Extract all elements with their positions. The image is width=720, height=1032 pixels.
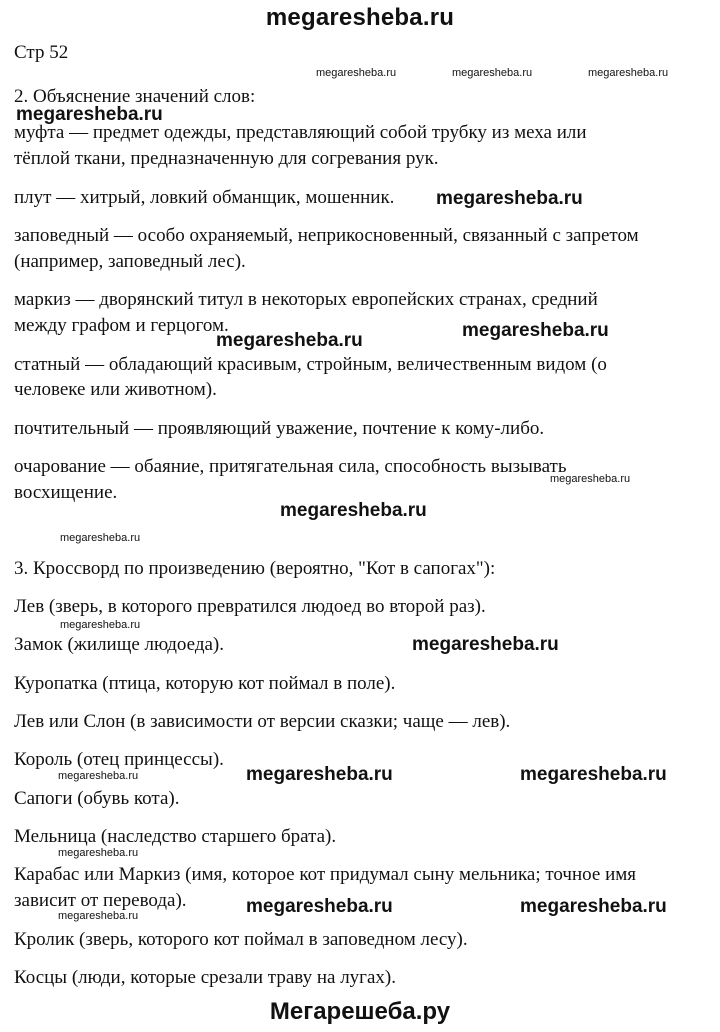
- text-line: Сапоги (обувь кота).: [14, 788, 180, 809]
- page-label: Стр 52: [14, 42, 69, 63]
- text-line: человеке или животном).: [14, 379, 217, 400]
- watermark: megaresheba.ru: [280, 500, 427, 521]
- text-line: муфта — предмет одежды, представляющий собой трубку из меха или: [14, 122, 587, 143]
- watermark-small: megaresheba.ru: [316, 67, 397, 79]
- watermark: megaresheba.ru: [412, 634, 559, 655]
- site-header[interactable]: megaresheba.ru: [265, 4, 455, 31]
- section-3-heading: 3. Кроссворд по произведению (вероятно, "Кот в сапогах"):: [14, 558, 496, 579]
- text-line: почтительный — проявляющий уважение, почтение к кому-либо.: [14, 418, 545, 439]
- text-line: статный — обладающий красивым, стройным, величественным видом (о: [14, 354, 607, 375]
- text-line: Кролик (зверь, которого кот поймал в заповедном лесу).: [14, 929, 468, 950]
- text-line: очарование — обаяние, притягательная сила, способность вызывать: [14, 456, 567, 477]
- watermark: megaresheba.ru: [462, 320, 609, 341]
- watermark-small: megaresheba.ru: [452, 67, 533, 79]
- site-footer[interactable]: Мегарешеба.ру: [269, 998, 451, 1025]
- text-line: маркиз — дворянский титул в некоторых европейских странах, средний: [14, 289, 598, 310]
- watermark: megaresheba.ru: [520, 764, 667, 785]
- text-line: тёплой ткани, предназначенную для согревания рук.: [14, 148, 439, 169]
- text-line: плут — хитрый, ловкий обманщик, мошенник.: [14, 187, 395, 208]
- text-line: Король (отец принцессы).: [14, 749, 224, 770]
- watermark-small: megaresheba.ru: [58, 770, 139, 782]
- text-line: (например, заповедный лес).: [14, 251, 246, 272]
- watermark-small: megaresheba.ru: [60, 532, 141, 544]
- watermark: megaresheba.ru: [216, 330, 363, 351]
- watermark: megaresheba.ru: [520, 896, 667, 917]
- text-line: заповедный — особо охраняемый, неприкосновенный, связанный с запретом: [14, 225, 639, 246]
- watermark: megaresheba.ru: [246, 896, 393, 917]
- text-line: Косцы (люди, которые срезали траву на лугах).: [14, 967, 396, 988]
- text-line: Лев (зверь, в которого превратился людоед во второй раз).: [14, 596, 486, 617]
- text-line: Замок (жилище людоеда).: [14, 634, 225, 655]
- text-line: Мельница (наследство старшего брата).: [14, 826, 337, 847]
- section-2-heading: 2. Объяснение значений слов:: [14, 86, 256, 107]
- text-line: зависит от перевода).: [14, 890, 187, 911]
- watermark-small: megaresheba.ru: [550, 473, 631, 485]
- watermark-small: megaresheba.ru: [588, 67, 669, 79]
- text-line: Карабас или Маркиз (имя, которое кот придумал сыну мельника; точное имя: [14, 864, 636, 885]
- watermark: megaresheba.ru: [436, 188, 583, 209]
- watermark-small: megaresheba.ru: [60, 619, 141, 631]
- text-line: между графом и герцогом.: [14, 315, 229, 336]
- watermark: megaresheba.ru: [246, 764, 393, 785]
- text-line: Куропатка (птица, которую кот поймал в поле).: [14, 673, 396, 694]
- watermark-small: megaresheba.ru: [58, 910, 139, 922]
- text-line: восхищение.: [14, 482, 118, 503]
- watermark-small: megaresheba.ru: [58, 847, 139, 859]
- text-line: Лев или Слон (в зависимости от версии сказки; чаще — лев).: [14, 711, 511, 732]
- watermark: megaresheba.ru: [16, 104, 163, 125]
